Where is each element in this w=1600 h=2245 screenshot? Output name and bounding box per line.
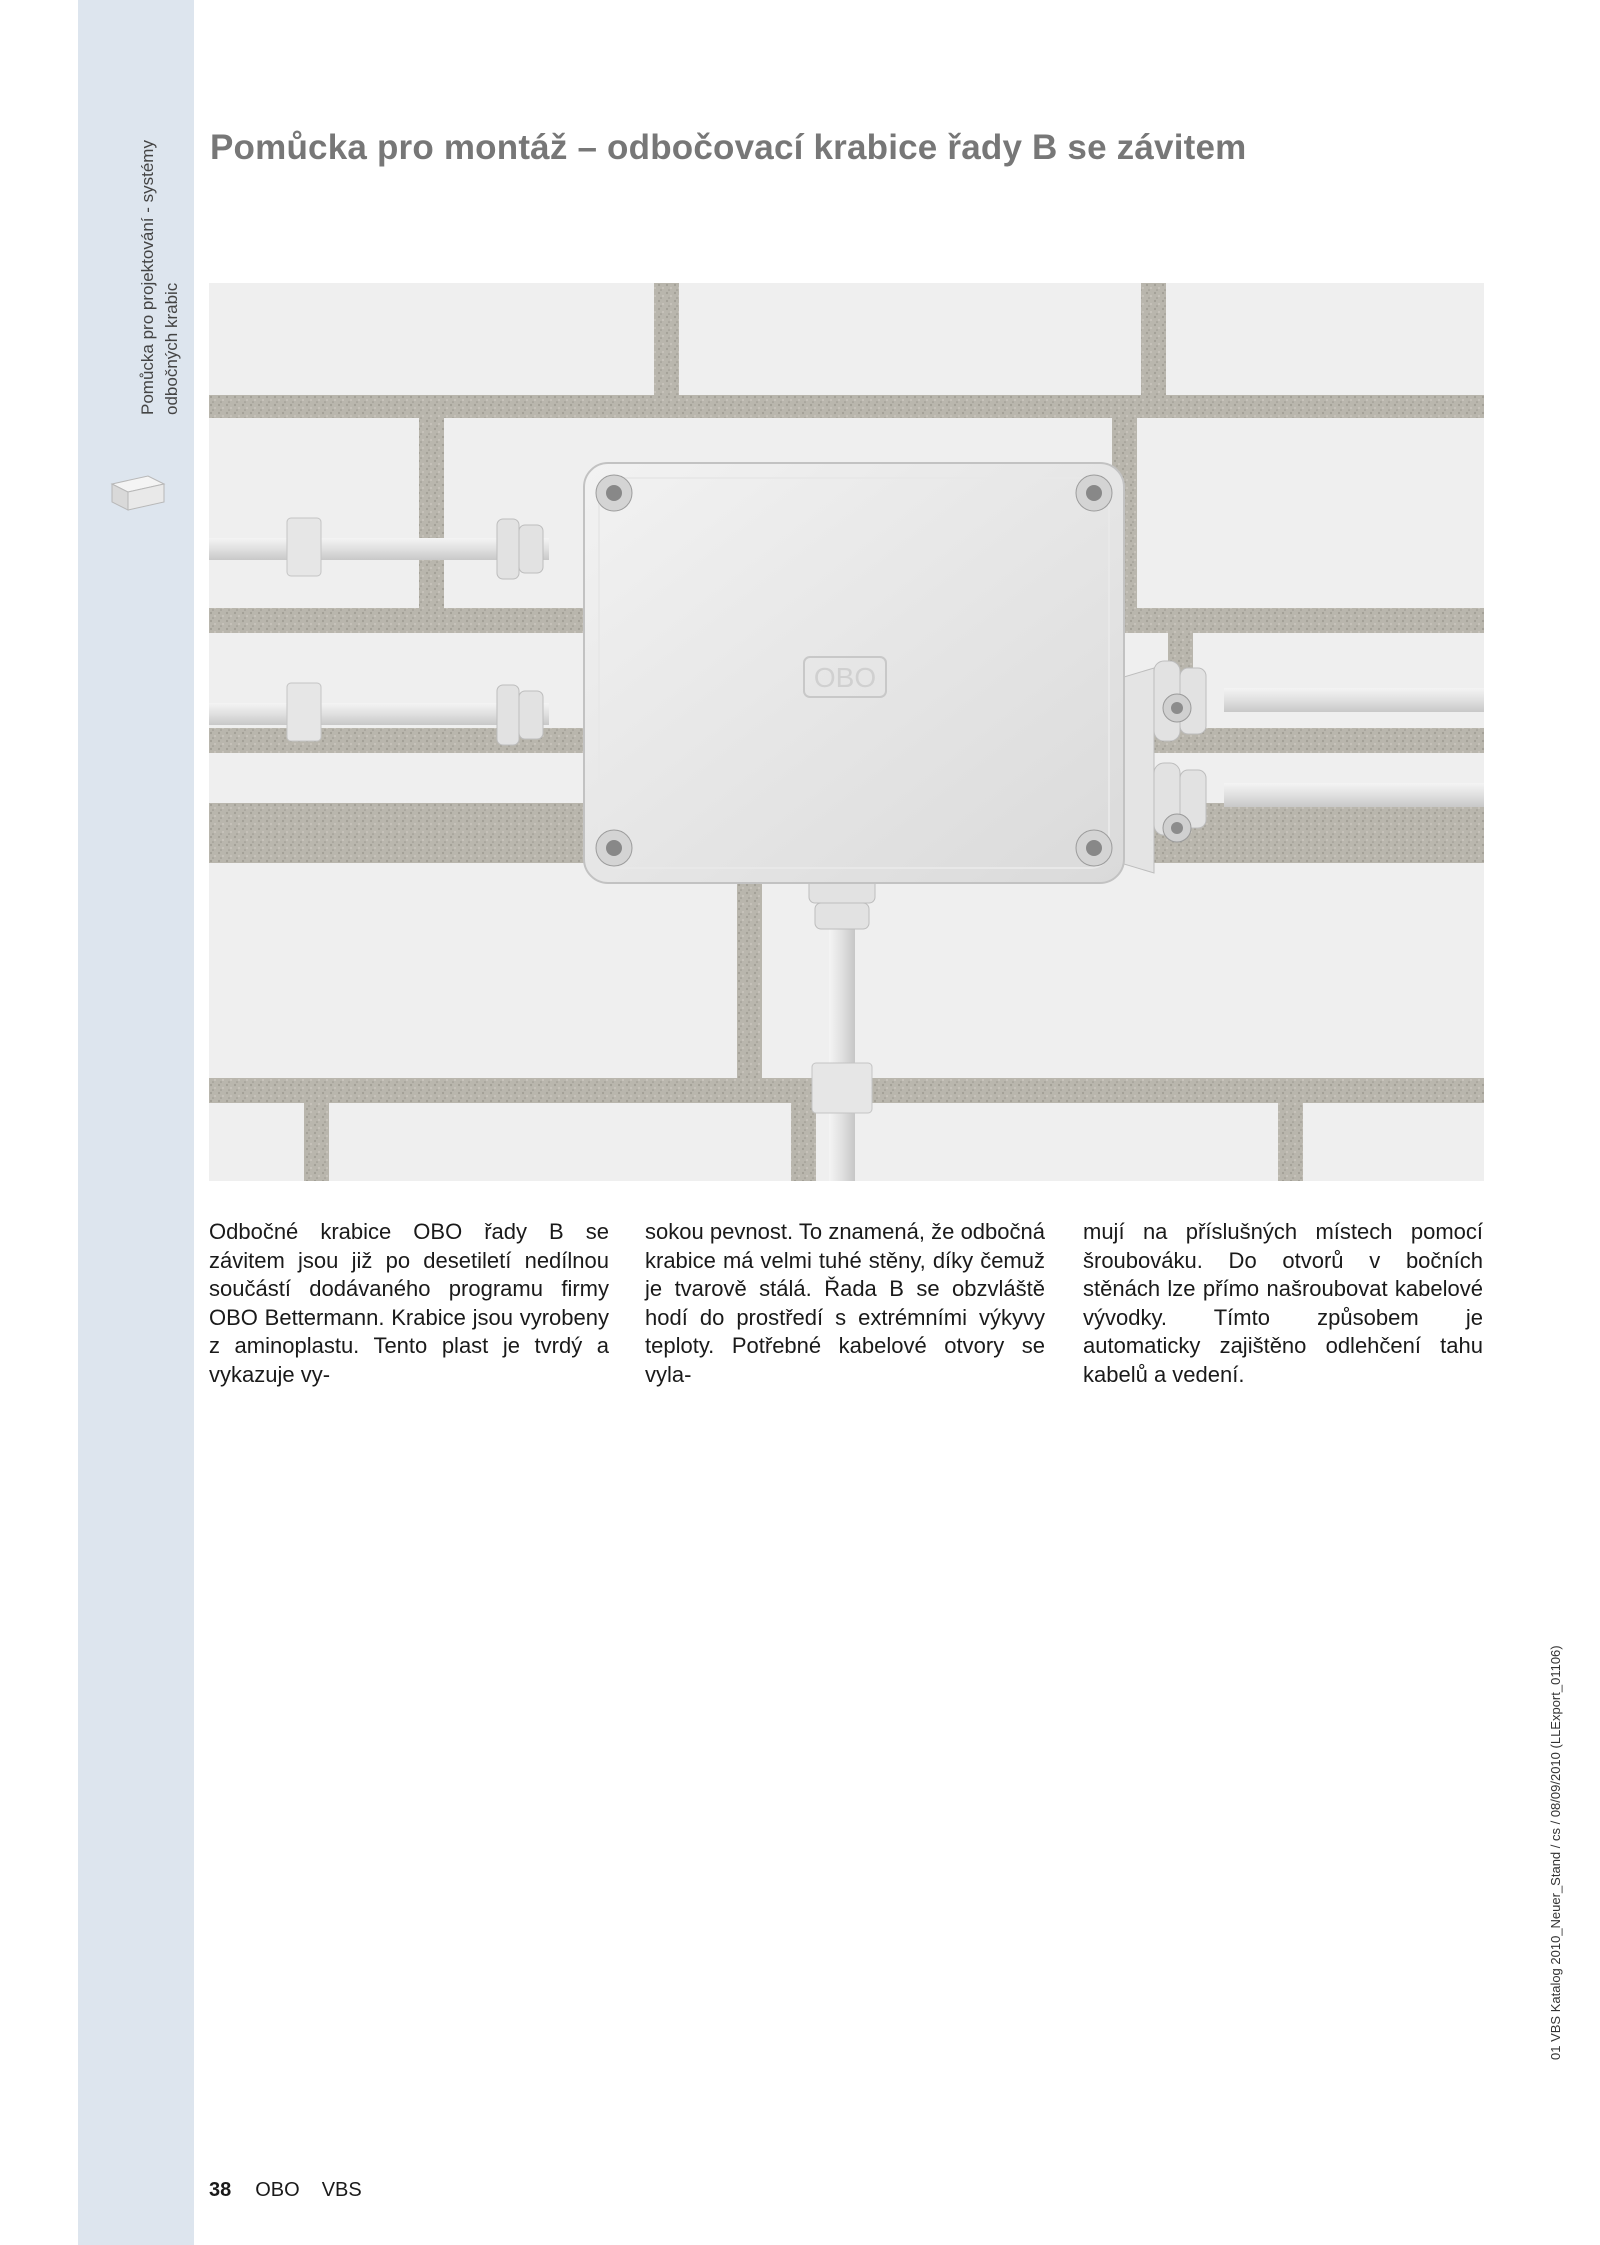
document-code: 01 VBS Katalog 2010_Neuer_Stand / cs / 08/09/2010 (LLExport_01106) bbox=[1548, 1645, 1563, 2060]
body-column-3 bbox=[1083, 1218, 1483, 1389]
page-footer bbox=[209, 2179, 362, 2202]
box-brand-label: OBO bbox=[813, 662, 877, 693]
footer-brand: OBO bbox=[255, 2179, 300, 2201]
paragraph: sokou pevnost. To znamená, že odbočná krabice má velmi tuhé stěny, díky čemuž je tvarově stálá. Řada B se obzvláště hodí do prostředí s extrémními výkyvy teploty. Potřebné kabelové otvory se vyla- bbox=[645, 1219, 1045, 1387]
paragraph: Odbočné krabice OBO řady B se závitem jsou již po desetiletí nedílnou součástí dodávaného programu firmy OBO Bettermann. Krabice jsou vyrobeny z aminoplastu. Tento plast je tvrdý a vykazuje vy- bbox=[209, 1219, 609, 1387]
page-number: 38 bbox=[209, 2179, 232, 2201]
body-column-1 bbox=[209, 1218, 609, 1389]
junction-box-photo bbox=[209, 283, 1484, 1181]
paragraph: mují na příslušných místech pomocí šroubováku. Do otvorů v bočních stěnách lze přímo našroubovat kabelové vývodky. Tímto způsobem je automaticky zajištěno odlehčení tahu kabelů a vedení. bbox=[1083, 1219, 1483, 1387]
sidebar-section-label: Pomůcka pro projektování - systémy odbočných krabic bbox=[138, 140, 181, 415]
footer-section: VBS bbox=[321, 2179, 362, 2201]
body-column-2 bbox=[645, 1218, 1045, 1389]
page-title: Pomůcka pro montáž – odbočovací krabice řady B se závitem bbox=[210, 128, 1247, 167]
junction-box-icon bbox=[108, 470, 168, 514]
